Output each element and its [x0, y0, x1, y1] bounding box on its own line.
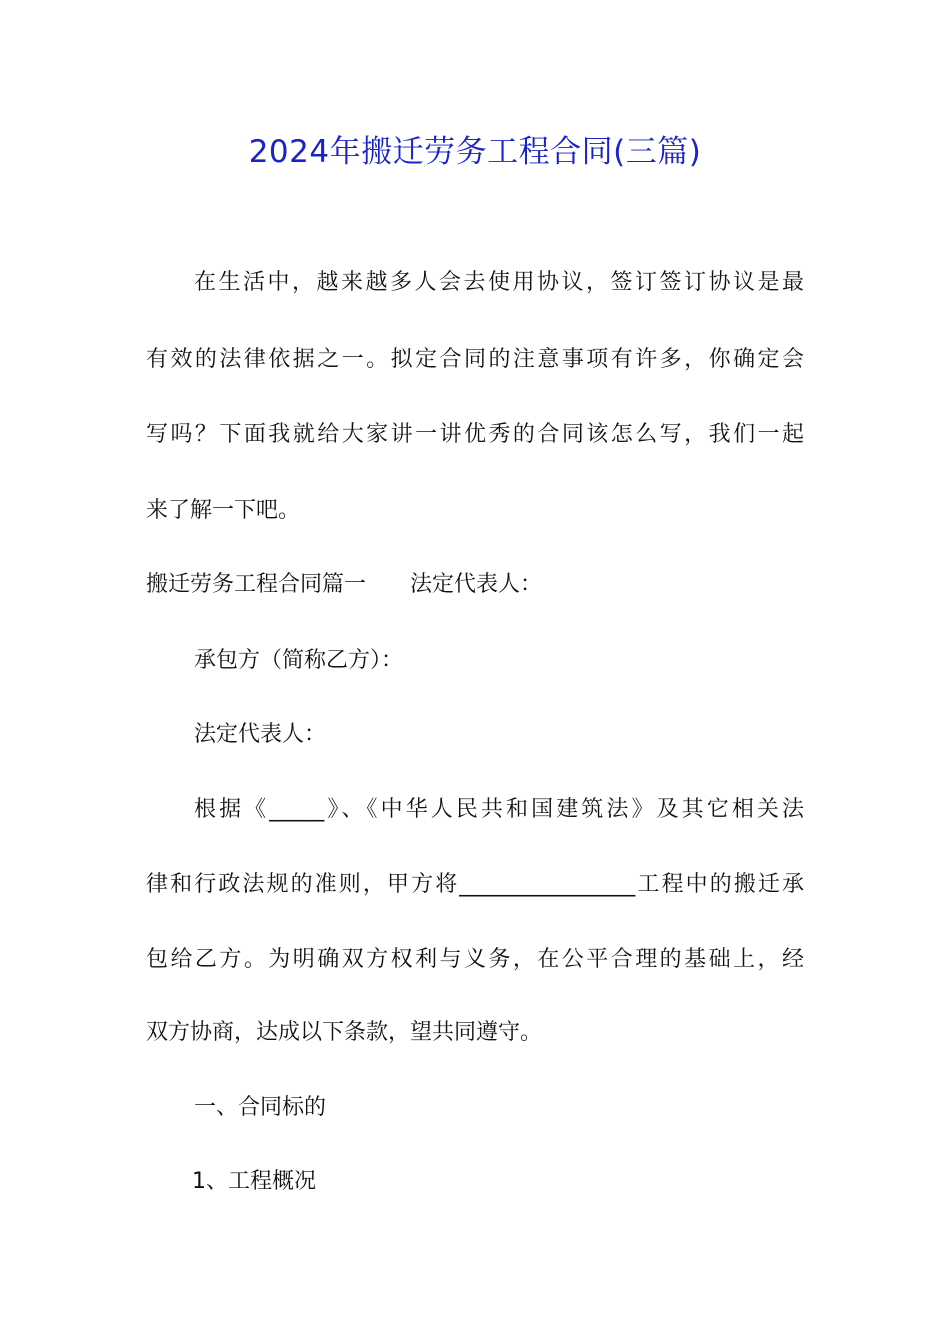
- paragraph-line: 根据《_____》、《中华人民共和国建筑法》及其它相关法: [194, 797, 804, 822]
- clause-heading: 一、合同标的: [194, 1095, 327, 1120]
- document-title: 2024年搬迁劳务工程合同(三篇): [248, 134, 702, 170]
- paragraph-line: 有效的法律依据之一。拟定合同的注意事项有许多，你确定会: [146, 347, 804, 372]
- paragraph-line: 律和行政法规的准则，甲方将________________工程中的搬迁承: [146, 872, 804, 897]
- paragraph-line: 在生活中，越来越多人会去使用协议，签订签订协议是最: [194, 270, 804, 295]
- paragraph-line: 双方协商，达成以下条款，望共同遵守。: [146, 1020, 543, 1045]
- clause-subheading: 1、工程概况: [192, 1169, 316, 1194]
- section-heading-line: 搬迁劳务工程合同篇一 法定代表人：: [146, 572, 543, 597]
- paragraph-line: 承包方（简称乙方）：: [194, 648, 404, 673]
- paragraph-line: 来了解一下吧。: [146, 498, 301, 523]
- paragraph-line: 包给乙方。为明确双方权利与义务，在公平合理的基础上，经: [146, 947, 804, 972]
- paragraph-line: 法定代表人：: [194, 722, 327, 747]
- paragraph-line: 写吗？下面我就给大家讲一讲优秀的合同该怎么写，我们一起: [146, 422, 804, 447]
